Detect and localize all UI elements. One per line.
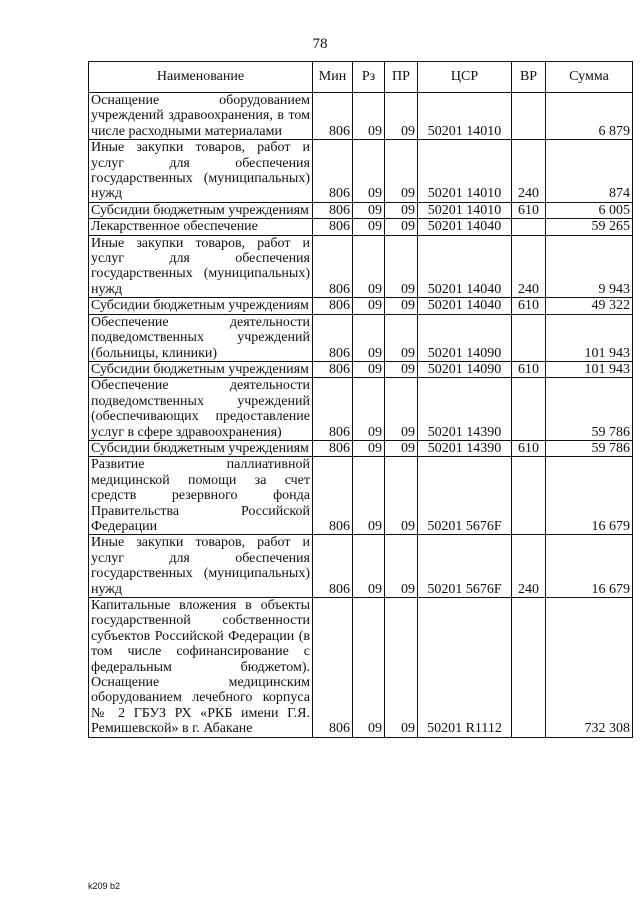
row-csr-cell: 50201 14390 (418, 378, 512, 441)
row-vr-cell: 240 (512, 535, 546, 598)
row-pr-cell: 09 (385, 202, 418, 218)
row-name-cell: Иные закупки товаров, работ и услуг для обеспечения государственных (муниципальных) нужд (89, 535, 313, 598)
row-min-cell: 806 (313, 535, 353, 598)
row-rz-cell: 09 (353, 457, 385, 535)
row-vr-cell (512, 457, 546, 535)
row-rz-cell: 09 (353, 298, 385, 314)
row-sum-cell: 101 943 (546, 361, 633, 377)
row-min-cell: 806 (313, 440, 353, 456)
row-pr-cell: 09 (385, 140, 418, 203)
row-vr-cell: 240 (512, 140, 546, 203)
row-pr-cell: 09 (385, 378, 418, 441)
table-row (89, 440, 633, 456)
row-min-cell: 806 (313, 140, 353, 203)
row-pr-cell: 09 (385, 457, 418, 535)
table-row (89, 235, 633, 298)
row-rz-cell: 09 (353, 219, 385, 235)
column-header-min: Мин (313, 62, 353, 93)
row-vr-cell: 240 (512, 235, 546, 298)
table-row (89, 314, 633, 361)
row-name-cell: Субсидии бюджетным учреждениям (89, 202, 313, 218)
row-min-cell: 806 (313, 235, 353, 298)
row-pr-cell: 09 (385, 314, 418, 361)
row-sum-cell: 59 786 (546, 440, 633, 456)
row-min-cell: 806 (313, 457, 353, 535)
row-rz-cell: 09 (353, 202, 385, 218)
row-sum-cell: 9 943 (546, 235, 633, 298)
row-rz-cell: 09 (353, 140, 385, 203)
row-rz-cell: 09 (353, 378, 385, 441)
row-pr-cell: 09 (385, 93, 418, 140)
table-row (89, 378, 633, 441)
row-vr-cell: 610 (512, 202, 546, 218)
row-csr-cell: 50201 14010 (418, 202, 512, 218)
row-csr-cell: 50201 14010 (418, 140, 512, 203)
row-pr-cell: 09 (385, 535, 418, 598)
row-sum-cell: 59 786 (546, 378, 633, 441)
column-header-pr: ПР (385, 62, 418, 93)
row-csr-cell: 50201 14040 (418, 219, 512, 235)
row-rz-cell: 09 (353, 598, 385, 738)
row-vr-cell: 610 (512, 361, 546, 377)
row-pr-cell: 09 (385, 298, 418, 314)
row-vr-cell (512, 219, 546, 235)
row-sum-cell: 59 265 (546, 219, 633, 235)
row-rz-cell: 09 (353, 440, 385, 456)
row-pr-cell: 09 (385, 598, 418, 738)
row-vr-cell (512, 378, 546, 441)
row-name-cell: Капитальные вложения в объекты государственной собственности субъектов Российской Федерации (в том числе софинансирование с федеральным бюджетом). Оснащение медицинским оборудованием лечебного корпуса № 2 ГБУЗ РХ «РКБ имени Г.Я. Ремишевской» в г. Абакане (89, 598, 313, 738)
row-sum-cell: 732 308 (546, 598, 633, 738)
row-min-cell: 806 (313, 361, 353, 377)
table-row (89, 219, 633, 235)
row-pr-cell: 09 (385, 361, 418, 377)
footer-code: k209 b2 (88, 881, 121, 891)
row-min-cell: 806 (313, 93, 353, 140)
table-row (89, 202, 633, 218)
row-rz-cell: 09 (353, 361, 385, 377)
table-row (89, 140, 633, 203)
row-csr-cell: 50201 14040 (418, 235, 512, 298)
row-sum-cell: 6 879 (546, 93, 633, 140)
row-vr-cell: 610 (512, 440, 546, 456)
row-csr-cell: 50201 14040 (418, 298, 512, 314)
row-sum-cell: 16 679 (546, 535, 633, 598)
row-min-cell: 806 (313, 598, 353, 738)
row-pr-cell: 09 (385, 235, 418, 298)
row-pr-cell: 09 (385, 440, 418, 456)
table-body (89, 93, 633, 738)
table-row (89, 298, 633, 314)
column-header-csr: ЦСР (418, 62, 512, 93)
table-header-row (89, 62, 633, 93)
column-header-vr: ВР (512, 62, 546, 93)
row-vr-cell: 610 (512, 298, 546, 314)
row-name-cell: Субсидии бюджетным учреждениям (89, 361, 313, 377)
row-vr-cell (512, 314, 546, 361)
row-sum-cell: 101 943 (546, 314, 633, 361)
table-row (89, 93, 633, 140)
row-sum-cell: 874 (546, 140, 633, 203)
row-name-cell: Иные закупки товаров, работ и услуг для обеспечения государственных (муниципальных) нужд (89, 235, 313, 298)
row-min-cell: 806 (313, 219, 353, 235)
table-row (89, 535, 633, 598)
row-csr-cell: 50201 5676F (418, 457, 512, 535)
row-csr-cell: 50201 14090 (418, 314, 512, 361)
page-number: 78 (312, 36, 328, 52)
row-csr-cell: 50201 14010 (418, 93, 512, 140)
row-name-cell: Лекарственное обеспечение (89, 219, 313, 235)
row-name-cell: Развитие паллиативной медицинской помощи за счет средств резервного фонда Правительства Российской Федерации (89, 457, 313, 535)
row-rz-cell: 09 (353, 235, 385, 298)
row-csr-cell: 50201 14090 (418, 361, 512, 377)
table-row (89, 361, 633, 377)
table-row (89, 457, 633, 535)
row-min-cell: 806 (313, 378, 353, 441)
row-rz-cell: 09 (353, 535, 385, 598)
row-csr-cell: 50201 R1112 (418, 598, 512, 738)
row-vr-cell (512, 93, 546, 140)
row-sum-cell: 6 005 (546, 202, 633, 218)
column-header-rz: Рз (353, 62, 385, 93)
row-sum-cell: 49 322 (546, 298, 633, 314)
budget-table (88, 61, 633, 738)
row-name-cell: Оснащение оборудованием учреждений здравоохранения, в том числе расходными материалами (89, 93, 313, 140)
row-name-cell: Обеспечение деятельности подведомственных учреждений (обеспечивающих предоставление услуг в сфере здравоохранения) (89, 378, 313, 441)
table-row (89, 598, 633, 738)
row-vr-cell (512, 598, 546, 738)
row-min-cell: 806 (313, 314, 353, 361)
row-name-cell: Субсидии бюджетным учреждениям (89, 298, 313, 314)
row-name-cell: Обеспечение деятельности подведомственных учреждений (больницы, клиники) (89, 314, 313, 361)
row-name-cell: Иные закупки товаров, работ и услуг для обеспечения государственных (муниципальных) нужд (89, 140, 313, 203)
column-header-sum: Сумма (546, 62, 633, 93)
row-min-cell: 806 (313, 202, 353, 218)
row-csr-cell: 50201 5676F (418, 535, 512, 598)
row-pr-cell: 09 (385, 219, 418, 235)
row-csr-cell: 50201 14390 (418, 440, 512, 456)
column-header-name: Наименование (89, 62, 313, 93)
row-sum-cell: 16 679 (546, 457, 633, 535)
row-rz-cell: 09 (353, 93, 385, 140)
row-rz-cell: 09 (353, 314, 385, 361)
row-name-cell: Субсидии бюджетным учреждениям (89, 440, 313, 456)
row-min-cell: 806 (313, 298, 353, 314)
